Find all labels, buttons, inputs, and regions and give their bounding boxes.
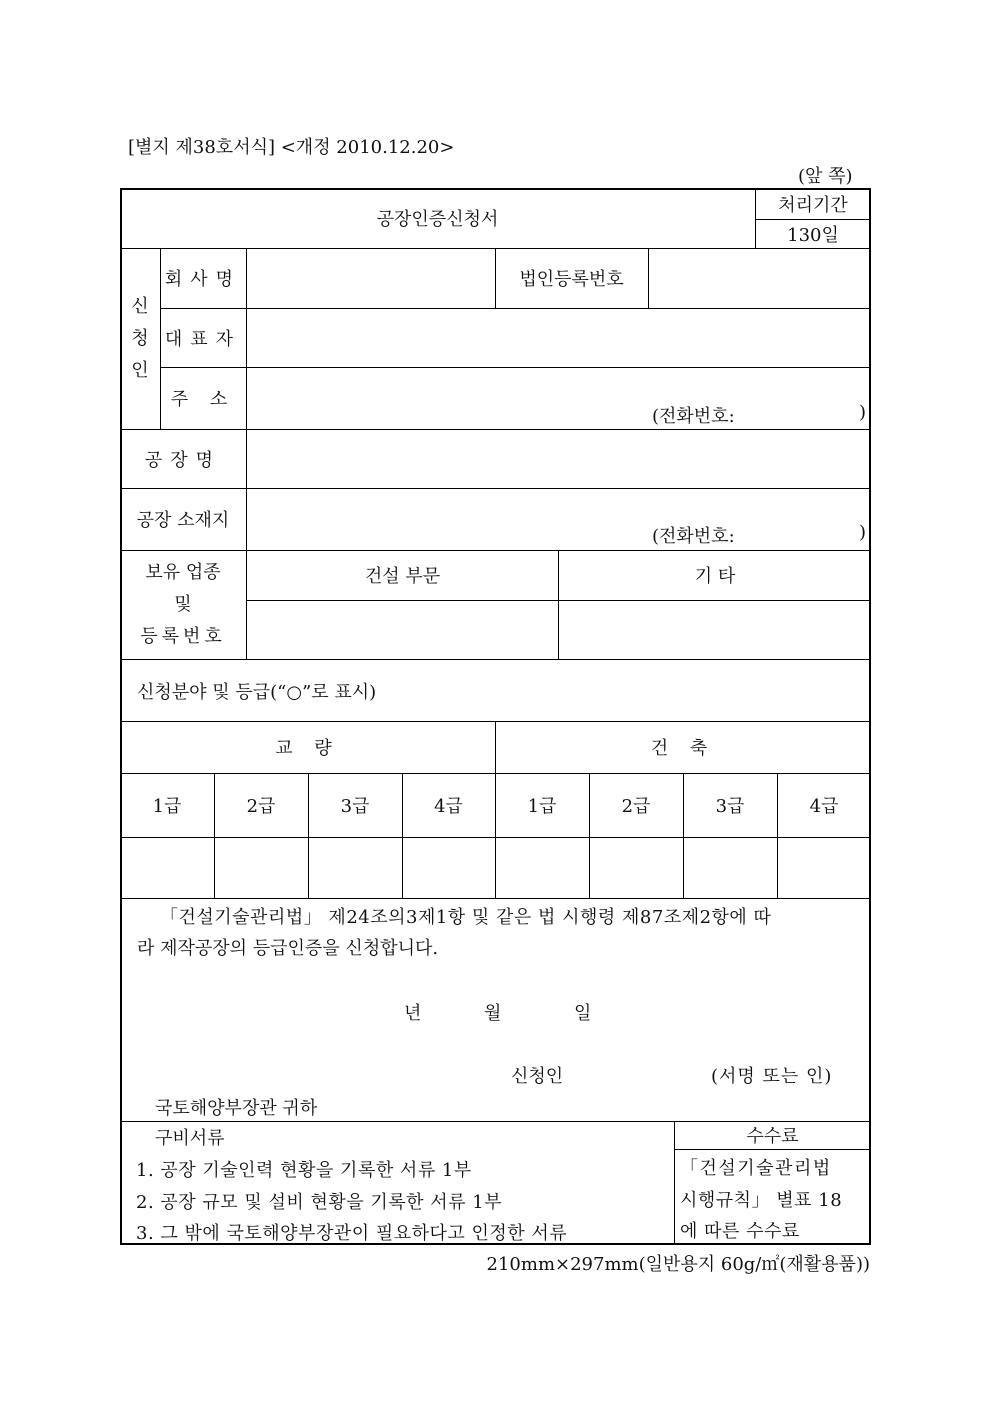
application-field-label: 신청분야 및 등급(“○”로 표시) xyxy=(137,682,377,703)
fee-label: 수수료 xyxy=(746,1126,799,1147)
factory-phone-close: ) xyxy=(859,522,867,543)
representative-field[interactable] xyxy=(248,310,870,366)
bridge-grade-1-cell[interactable] xyxy=(122,839,213,897)
statement-line-1: 「건설기술관리법」 제24조의3제1항 및 같은 법 시행령 제87조제2항에 따 xyxy=(160,907,772,928)
corp-registration-label: 법인등록번호 xyxy=(519,269,624,290)
bridge-grade-4: 4급 xyxy=(434,796,463,817)
factory-name-label: 공장명 xyxy=(144,449,222,471)
form-number: [별지 제38호서식] <개정 2010.12.20> xyxy=(128,137,455,158)
company-name-label: 회사명 xyxy=(164,269,242,290)
building-category-label: 건 축 xyxy=(650,738,716,759)
date-year-label: 년 xyxy=(404,1003,422,1024)
address-phone-label: (전화번호: xyxy=(652,406,735,427)
building-grade-3: 3급 xyxy=(715,796,745,817)
recipient-label: 국토해양부장관 귀하 xyxy=(155,1098,318,1119)
bridge-grade-2: 2급 xyxy=(246,796,276,817)
building-grade-3-cell[interactable] xyxy=(685,839,776,897)
required-documents-label: 구비서류 xyxy=(155,1128,225,1149)
processing-period-label: 처리기간 xyxy=(778,194,848,216)
bridge-grade-3: 3급 xyxy=(340,796,370,817)
business-type-label: 보유 업종 및 등록번호 xyxy=(140,561,226,647)
bridge-grade-1: 1급 xyxy=(152,796,182,817)
document-item-2: 2. 공장 규모 및 설비 현황을 기록한 서류 1부 xyxy=(136,1192,503,1213)
address-field[interactable] xyxy=(248,369,870,428)
factory-location-field[interactable] xyxy=(248,490,870,549)
factory-name-field[interactable] xyxy=(248,431,870,487)
factory-phone-label: (전화번호: xyxy=(652,526,735,547)
factory-location-label: 공장 소재지 xyxy=(136,510,230,531)
document-item-1: 1. 공장 기술인력 현황을 기록한 서류 1부 xyxy=(136,1160,472,1181)
bridge-grade-3-cell[interactable] xyxy=(310,839,401,897)
building-grade-4: 4급 xyxy=(809,796,839,817)
company-name-field[interactable] xyxy=(248,250,494,307)
fee-line-3: 에 따른 수수료 xyxy=(680,1221,800,1242)
corp-registration-field[interactable] xyxy=(650,250,870,307)
statement-line-2: 라 제작공장의 등급인증을 신청합니다. xyxy=(137,938,439,959)
building-grade-4-cell[interactable] xyxy=(779,839,869,897)
address-phone-close: ) xyxy=(859,402,867,423)
construction-sector-label: 건설 부문 xyxy=(364,566,441,587)
bridge-grade-4-cell[interactable] xyxy=(404,839,494,897)
form-title: 공장인증신청서 xyxy=(376,209,499,230)
document-item-3: 3. 그 밖에 국토해양부장관이 필요하다고 인정한 서류 xyxy=(136,1223,568,1244)
signature-label: (서명 또는 인) xyxy=(711,1066,833,1087)
building-grade-2: 2급 xyxy=(621,796,651,817)
fee-line-1: 「건설기술관리법 xyxy=(680,1158,832,1179)
applicant-sign-label: 신청인 xyxy=(511,1066,564,1087)
fee-line-2: 시행규칙」 별표 18 xyxy=(680,1190,843,1211)
applicant-group-label: 신 청 인 xyxy=(131,295,149,381)
representative-label: 대표자 xyxy=(164,328,242,350)
building-grade-1-cell[interactable] xyxy=(497,839,588,897)
building-grade-1: 1급 xyxy=(527,796,557,817)
address-label: 주 소 xyxy=(170,389,236,410)
other-sector-label: 기 타 xyxy=(694,566,736,587)
paper-spec: 210mm×297mm(일반용지 60g/㎡(재활용품)) xyxy=(486,1254,870,1275)
construction-sector-field[interactable] xyxy=(249,602,557,658)
page-side-label: (앞 쪽) xyxy=(798,166,853,187)
bridge-category-label: 교 량 xyxy=(275,738,340,759)
building-grade-2-cell[interactable] xyxy=(591,839,682,897)
bridge-grade-2-cell[interactable] xyxy=(216,839,307,897)
date-month-label: 월 xyxy=(484,1003,502,1024)
date-day-label: 일 xyxy=(574,1003,592,1024)
other-sector-field[interactable] xyxy=(561,602,870,658)
processing-period-value: 130일 xyxy=(787,224,839,246)
